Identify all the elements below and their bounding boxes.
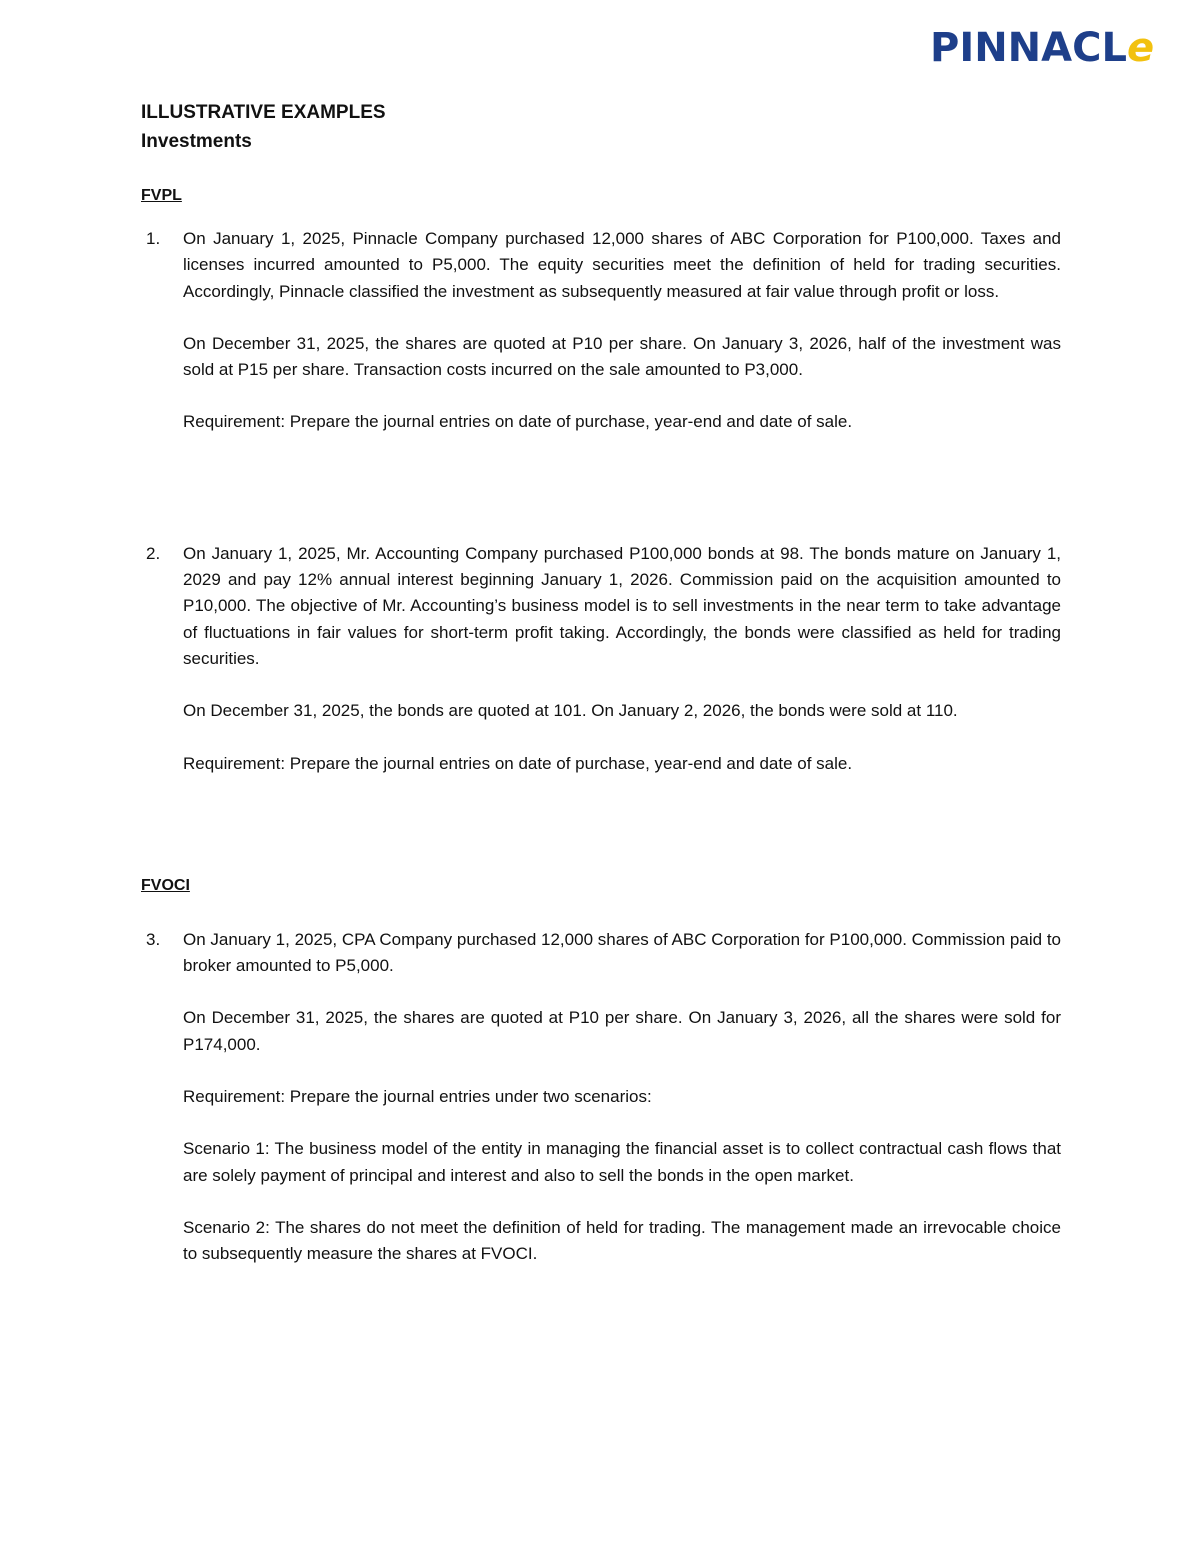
section-heading-fvpl: FVPL bbox=[141, 187, 182, 204]
example-paragraph: On January 1, 2025, Mr. Accounting Company purchased P100,000 bonds at 98. The bonds mature on January 1, 2029 and pay 12% annual interest beginning January 1, 2026. Commission paid on the acquisition amounted to P10,000. The objective of Mr. Accounting’s business model is to sell investments in the near term to take advantage of fluctuations in fair values for short-term profit taking. Accordingly, the bonds were classified as held for trading securities. bbox=[183, 543, 1061, 668]
example-paragraph: On December 31, 2025, the shares are quoted at P10 per share. On January 3, 2026, all the shares were sold for P174,000. bbox=[183, 1008, 1061, 1054]
example-number: 3. bbox=[146, 929, 161, 949]
scenario-1-text: Scenario 1: The business model of the entity in managing the financial asset is to collect contractual cash flows that are solely payment of principal and interest and also to sell the bonds in the open market. bbox=[183, 1139, 1061, 1185]
requirement-text: Requirement: Prepare the journal entries on date of purchase, year-end and date of sale. bbox=[183, 412, 853, 432]
example-paragraph: On December 31, 2025, the bonds are quoted at 101. On January 2, 2026, the bonds were sold at 110. bbox=[183, 701, 958, 721]
example-item-1 bbox=[141, 226, 1061, 436]
section-heading-fvoci: FVOCI bbox=[141, 876, 190, 894]
example-number: 2. bbox=[146, 543, 161, 563]
pinnacle-logo bbox=[930, 25, 1155, 71]
example-paragraph: On January 1, 2025, Pinnacle Company purchased 12,000 shares of ABC Corporation for P100,000. Taxes and licenses incurred amounted to P5,000. The equity securities meet the definition of held for trading securities. Accordingly, Pinnacle classified the investment as subsequently measured at fair value through profit or loss. bbox=[183, 229, 1061, 301]
example-number: 1. bbox=[146, 229, 161, 248]
example-item-3 bbox=[141, 927, 1061, 1268]
logo-accent-letter: e bbox=[1126, 25, 1155, 71]
document-title: ILLUSTRATIVE EXAMPLES bbox=[141, 102, 386, 123]
document-subtitle: Investments bbox=[141, 131, 252, 152]
requirement-text: Requirement: Prepare the journal entries on date of purchase, year-end and date of sale. bbox=[183, 753, 853, 773]
document-body bbox=[141, 98, 1061, 1268]
example-item-2 bbox=[141, 541, 1061, 777]
example-paragraph: On January 1, 2025, CPA Company purchased 12,000 shares of ABC Corporation for P100,000. Commission paid to broker amounted to P5,000. bbox=[183, 929, 1061, 976]
logo-main-text: PINNACL bbox=[930, 25, 1127, 71]
example-paragraph: On December 31, 2025, the shares are quoted at P10 per share. On January 3, 2026, half of the investment was sold at P15 per share. Transaction costs incurred on the sale amounted to P3,000. bbox=[183, 333, 1061, 380]
scenario-2-text: Scenario 2: The shares do not meet the definition of held for trading. The management made an irrevocable choice to subsequently measure the shares at FVOCI. bbox=[183, 1217, 1061, 1264]
requirement-text: Requirement: Prepare the journal entries under two scenarios: bbox=[183, 1087, 652, 1107]
